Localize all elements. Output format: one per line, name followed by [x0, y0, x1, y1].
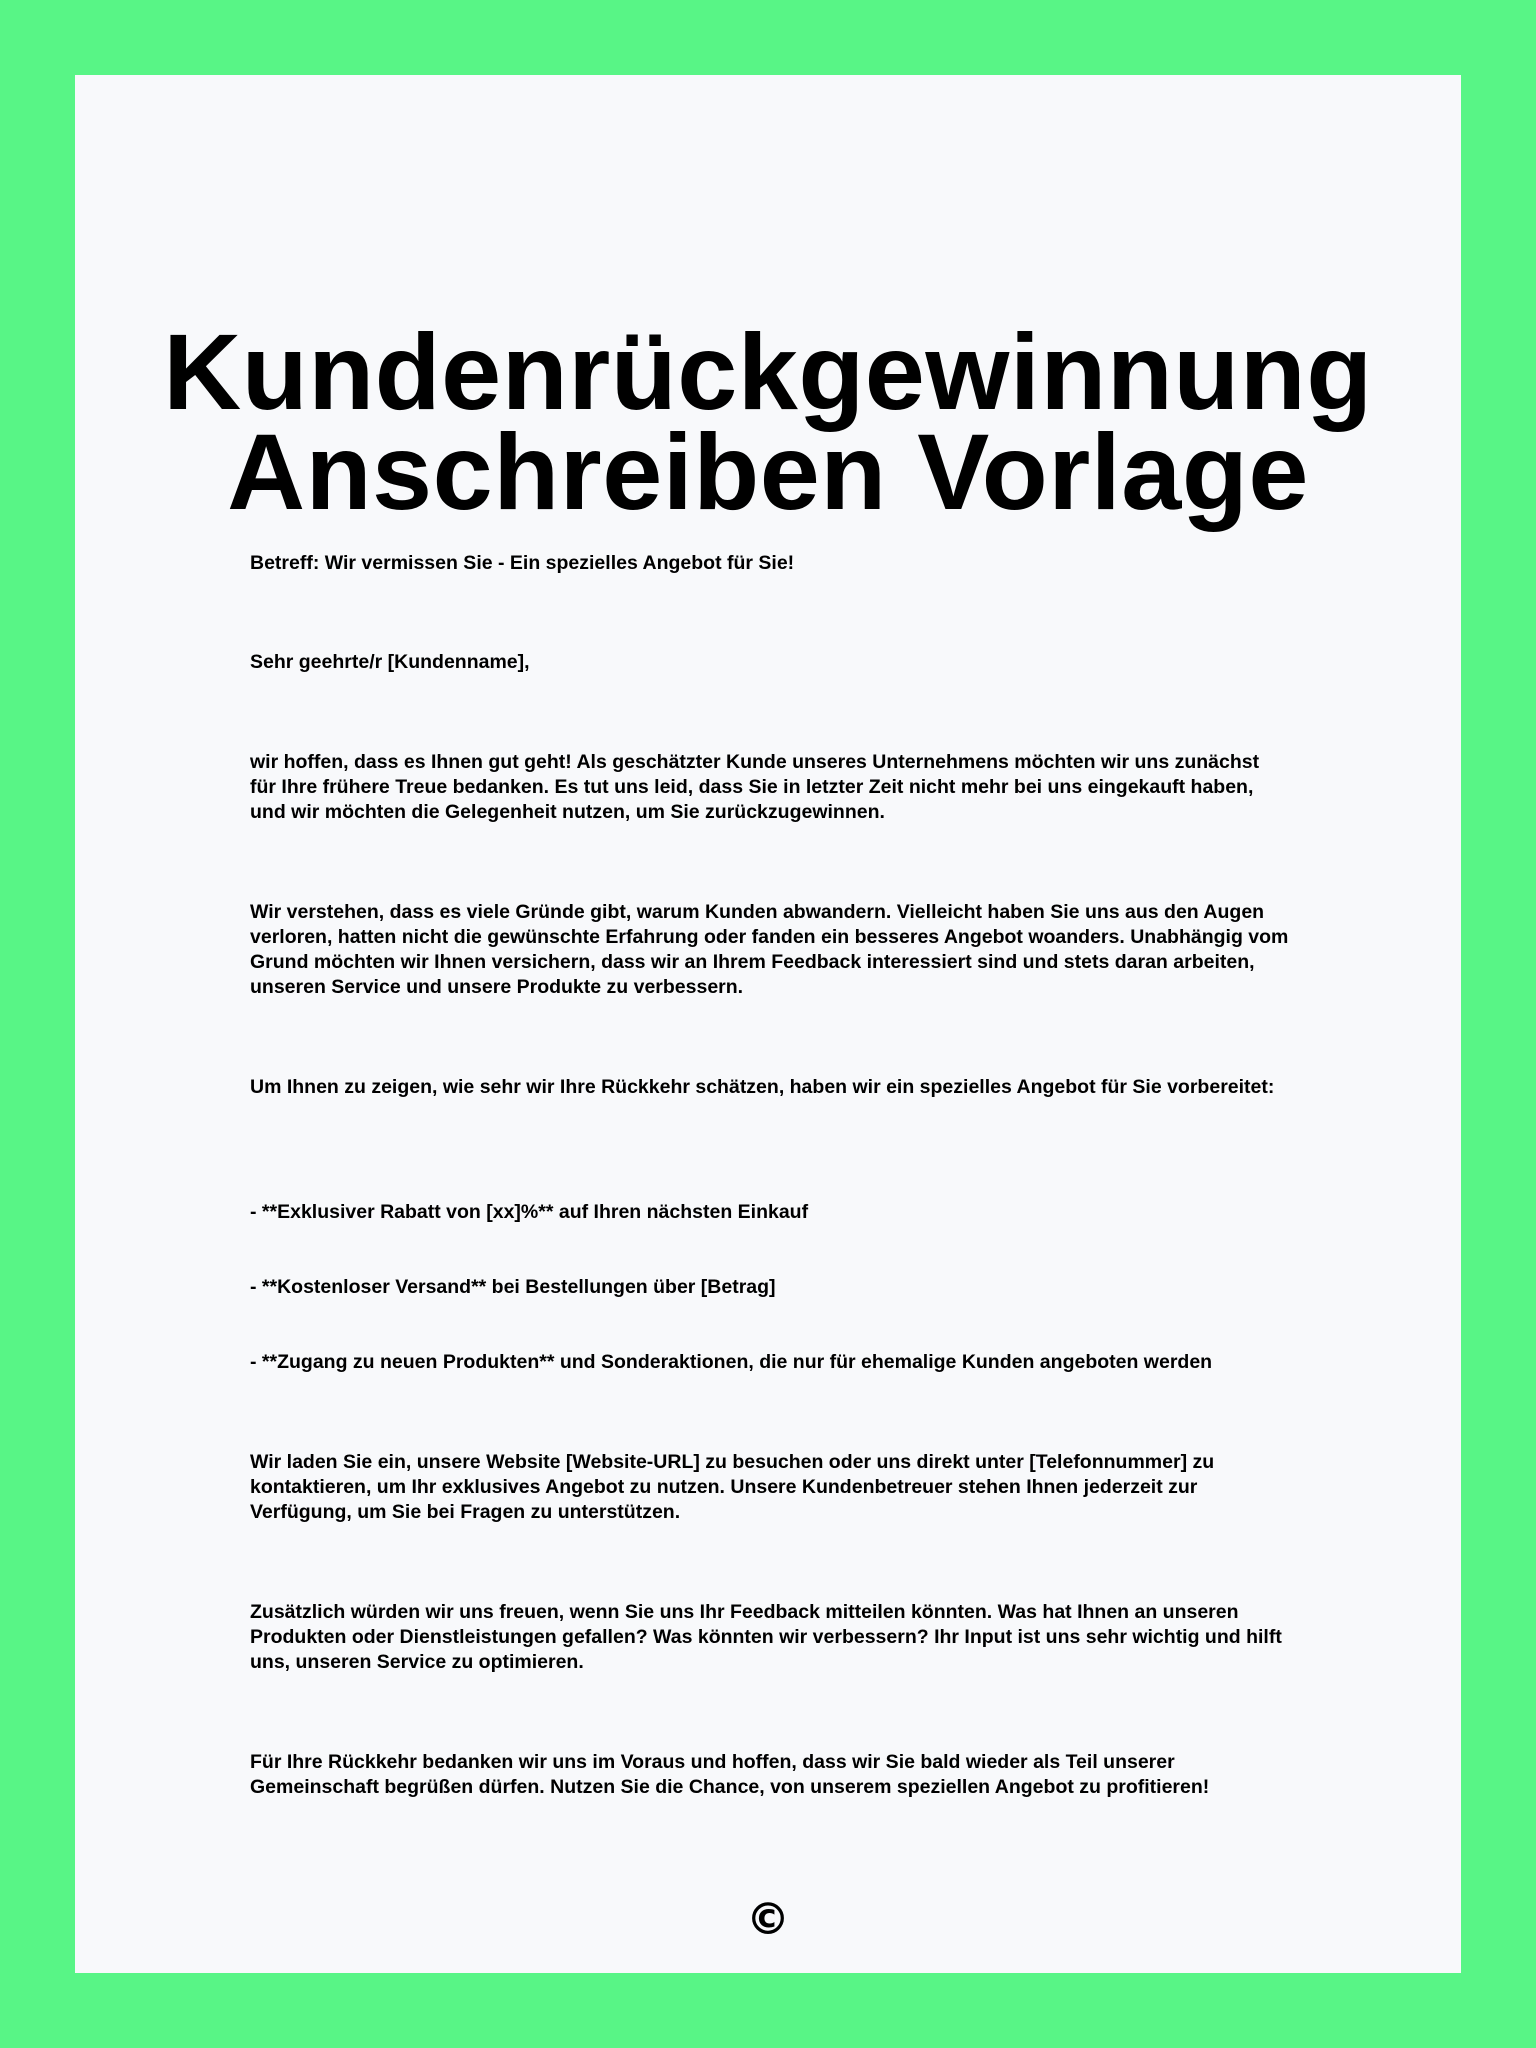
subject-line: Betreff: Wir vermissen Sie - Ein spezielles Angebot für Sie! [250, 552, 795, 574]
paragraph-contact: Wir laden Sie ein, unsere Website [Website-URL] zu besuchen oder uns direkt unter [Telefonnummer] zu kontaktieren, um Ihr exklusives Angebot zu nutzen. Unsere Kundenbetreuer stehen Ihnen jederzeit zur Verfügung, um Sie bei Fragen zu unterstützen. [250, 1451, 1215, 1523]
paragraph-reasons: Wir verstehen, dass es viele Gründe gibt, warum Kunden abwandern. Vielleicht haben Sie uns aus den Augen verloren, hatten nicht die gewünschte Erfahrung oder fanden ein besseres Angebot woanders. Unabhängig vom Grund möchten wir Ihnen versichern, dass wir an Ihrem Feedback interessiert sind und stets daran arbeiten, unseren Service und unsere Produkte zu verbessern. [250, 901, 1289, 998]
offer-item: - **Exklusiver Rabatt von [xx]%** auf Ihren nächsten Einkauf [250, 1201, 809, 1223]
document-title [75, 311, 1461, 532]
title-line-2: Anschreiben Vorlage [227, 411, 1309, 532]
paragraph-offer-intro: Um Ihnen zu zeigen, wie sehr wir Ihre Rückkehr schätzen, haben wir ein spezielles Angebot für Sie vorbereitet: [250, 1076, 1275, 1098]
paragraph-feedback: Zusätzlich würden wir uns freuen, wenn Sie uns Ihr Feedback mitteilen könnten. Was hat Ihnen an unseren Produkten oder Dienstleistungen gefallen? Was könnten wir verbessern? Ihr Input ist uns sehr wichtig und hilft uns, unseren Service zu optimieren. [250, 1601, 1282, 1673]
offer-item: - **Kostenloser Versand** bei Bestellungen über [Betrag] [250, 1276, 776, 1298]
paragraph-closing: Für Ihre Rückkehr bedanken wir uns im Voraus und hoffen, dass wir Sie bald wieder als Teil unserer Gemeinschaft begrüßen dürfen. Nutzen Sie die Chance, von unserem speziellen Angebot zu profitieren! [250, 1751, 1210, 1798]
document-page [75, 75, 1461, 1973]
title-line-1: Kundenrückgewinnung [163, 311, 1373, 432]
salutation: Sehr geehrte/r [Kundenname], [250, 651, 530, 673]
paragraph-intro: wir hoffen, dass es Ihnen gut geht! Als geschätzter Kunde unseres Unternehmens möchten wir uns zunächst für Ihre frühere Treue bedanken. Es tut uns leid, dass Sie in letzter Zeit nicht mehr bei uns eingekauft haben, und wir möchten die Gelegenheit nutzen, um Sie zurückzugewinnen. [250, 751, 1260, 823]
offer-item: - **Zugang zu neuen Produkten** und Sonderaktionen, die nur für ehemalige Kunden angeboten werden [250, 1351, 1213, 1373]
copyright-icon: © [746, 1894, 790, 1945]
